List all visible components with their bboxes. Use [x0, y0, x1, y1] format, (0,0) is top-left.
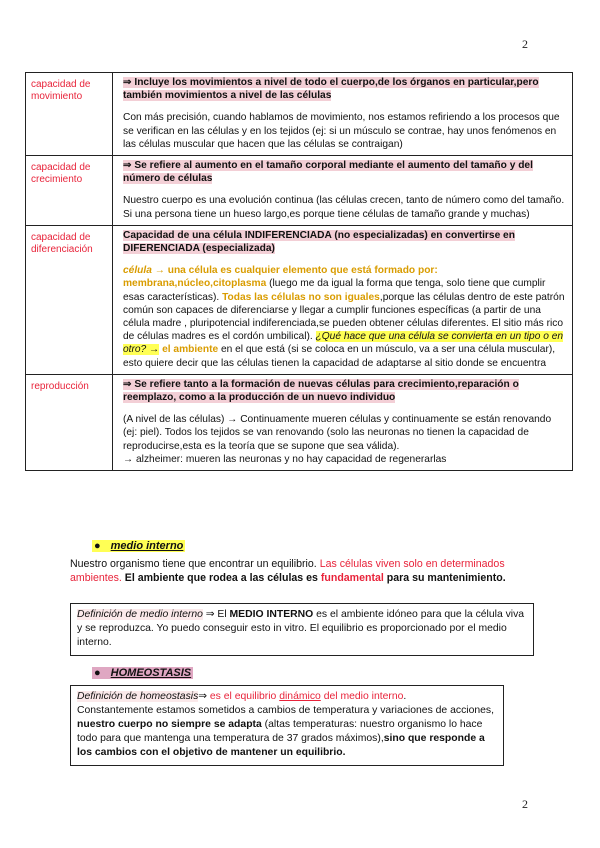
- row-label: capacidad de crecimiento: [26, 156, 113, 226]
- definition-term: MEDIO INTERNO: [229, 609, 314, 620]
- text-segment: Nuestro organismo tiene que encontrar un equilibrio.: [70, 558, 320, 570]
- section-heading-homeostasis: [92, 667, 193, 680]
- section-heading-medio-interno: [92, 540, 185, 553]
- row-heading: ⇒ Incluye los movimientos a nivel de todo el cuerpo,de los órganos en particular,pero también movimientos a nivel de las células: [123, 77, 539, 102]
- medio-paragraph: [70, 557, 540, 585]
- bold-text: nuestro cuerpo no siempre se adapta: [77, 719, 262, 730]
- question-highlight: ¿Qué hace que una célula se convierta en un tipo o en otro? →: [123, 331, 564, 356]
- row-content: [113, 73, 573, 156]
- row-content: [113, 374, 573, 470]
- celula-term: célula: [123, 265, 152, 277]
- definition-box-medio-interno: [70, 603, 534, 656]
- text-segment: .: [403, 691, 407, 702]
- row-label: reproducción: [26, 374, 113, 470]
- bullet-icon: ●: [94, 667, 101, 679]
- celula-definition: → una célula es cualquier elemento que está formado por:: [151, 265, 438, 277]
- row-heading: Capacidad de una célula INDIFERENCIADA (no especializadas) en convertirse en DIFERENCIADA (especializada): [123, 229, 515, 255]
- page-number-bottom: 2: [522, 797, 528, 811]
- text-segment: (altas temperaturas: nuestro organismo lo hace todo para que mantenga una temperatura de 37 grados máximos),: [77, 719, 483, 744]
- table-row: [26, 73, 573, 156]
- row-text: Con más precisión, cuando hablamos de movimiento, nos estamos refiriendo a los procesos que se verifican en las células y en los tejidos (ej: si un músculo se contrae, hay unos fenómenos en las células muscular que hacen que las células se contraigan): [123, 112, 560, 150]
- row-label: capacidad de movimiento: [26, 73, 113, 156]
- arrow-text: ⇒: [198, 691, 208, 702]
- red-text: Las células viven solo en determinados ambientes.: [70, 558, 505, 584]
- row-label: capacidad de diferenciación: [26, 225, 113, 374]
- row-text: (A nivel de las células) → Continuamente mueren células y continuamente se están renovando (ej: piel). Todos los tejidos se van renovando (solo las neuronas no tienen la capacidad de reproducirse,esta es la teoría que se supone que sea válida).: [123, 414, 552, 452]
- row-heading: ⇒ Se refiere al aumento en el tamaño corporal mediante el aumento del tamaño y del número de células: [123, 160, 533, 185]
- definition-box-homeostasis: [70, 685, 504, 766]
- section-title: HOMEOSTASIS: [110, 667, 192, 679]
- definition-text: es el ambiente idóneo para que la célula viva y se reproduzca. Yo puedo conseguir esto in vitro. El equilibrio es proporcionado por el medio interno.: [77, 609, 525, 648]
- fundamental-text: fundamental: [320, 572, 384, 584]
- properties-table: [25, 72, 573, 471]
- row-heading: ⇒ Se refiere tanto a la formación de nuevas células para crecimiento,reparación o reemplazo, como a la producción de un nuevo individuo: [123, 378, 519, 404]
- bullet-icon: ●: [94, 540, 101, 552]
- definition-label: Definición de medio interno: [77, 609, 203, 620]
- dinamico-text: dinámico: [279, 691, 321, 702]
- red-text: del medio interno: [320, 691, 404, 702]
- celula-parts: membrana,núcleo,citoplasma: [123, 278, 267, 290]
- row-text: [123, 264, 567, 370]
- section-title: medio interno: [110, 540, 184, 552]
- text-segment: en el que está (si se coloca en un músculo, va a ser una célula muscular), esto quiere decir que las células tienen la capacidad de adaptarse al sitio donde se encuentra: [123, 344, 556, 369]
- row-text: → alzheimer: mueren las neuronas y no hay capacidad de regenerarlas: [123, 453, 447, 465]
- table-row: [26, 374, 573, 470]
- table-row: [26, 156, 573, 226]
- red-text: es el equilibrio: [207, 691, 280, 702]
- not-equal-highlight: Todas las células no son iguales: [222, 291, 380, 303]
- text-segment: (luego me da igual la forma que tenga, solo tiene que cumplir esas características).: [123, 278, 546, 303]
- arrow-text: ⇒ El: [202, 609, 230, 620]
- text-segment: ,porque las células dentro de este patrón común son capaces de diferenciarse y llegar a cumplir funciones específicas (a partir de una célula madre , pluripotencial indiferenciada,se pueden obtener células diferentes. El sitio más rico de células madres es el cordón umbilical).: [123, 291, 565, 343]
- definition-label: Definición de homeostasis: [77, 691, 199, 702]
- text-segment: Constantemente estamos sometidos a cambios de temperatura y variaciones de acciones,: [77, 705, 494, 716]
- bold-text: sino que responde a los cambios con el objetivo de mantener un equilibrio.: [77, 733, 485, 758]
- ambiente-highlight: el ambiente: [159, 344, 219, 356]
- page-number-top: 2: [522, 37, 528, 51]
- row-content: [113, 225, 573, 374]
- bold-text: para su mantenimiento.: [383, 572, 506, 584]
- table-row: [26, 225, 573, 374]
- row-text: Nuestro cuerpo es una evolución continua (las células crecen, tanto de número como del tamaño. Si una persona tiene un hueso largo,es porque tiene células de tamaño grande y muchas): [123, 195, 565, 220]
- row-content: [113, 156, 573, 226]
- bold-text: El ambiente que rodea a las células es: [121, 572, 321, 584]
